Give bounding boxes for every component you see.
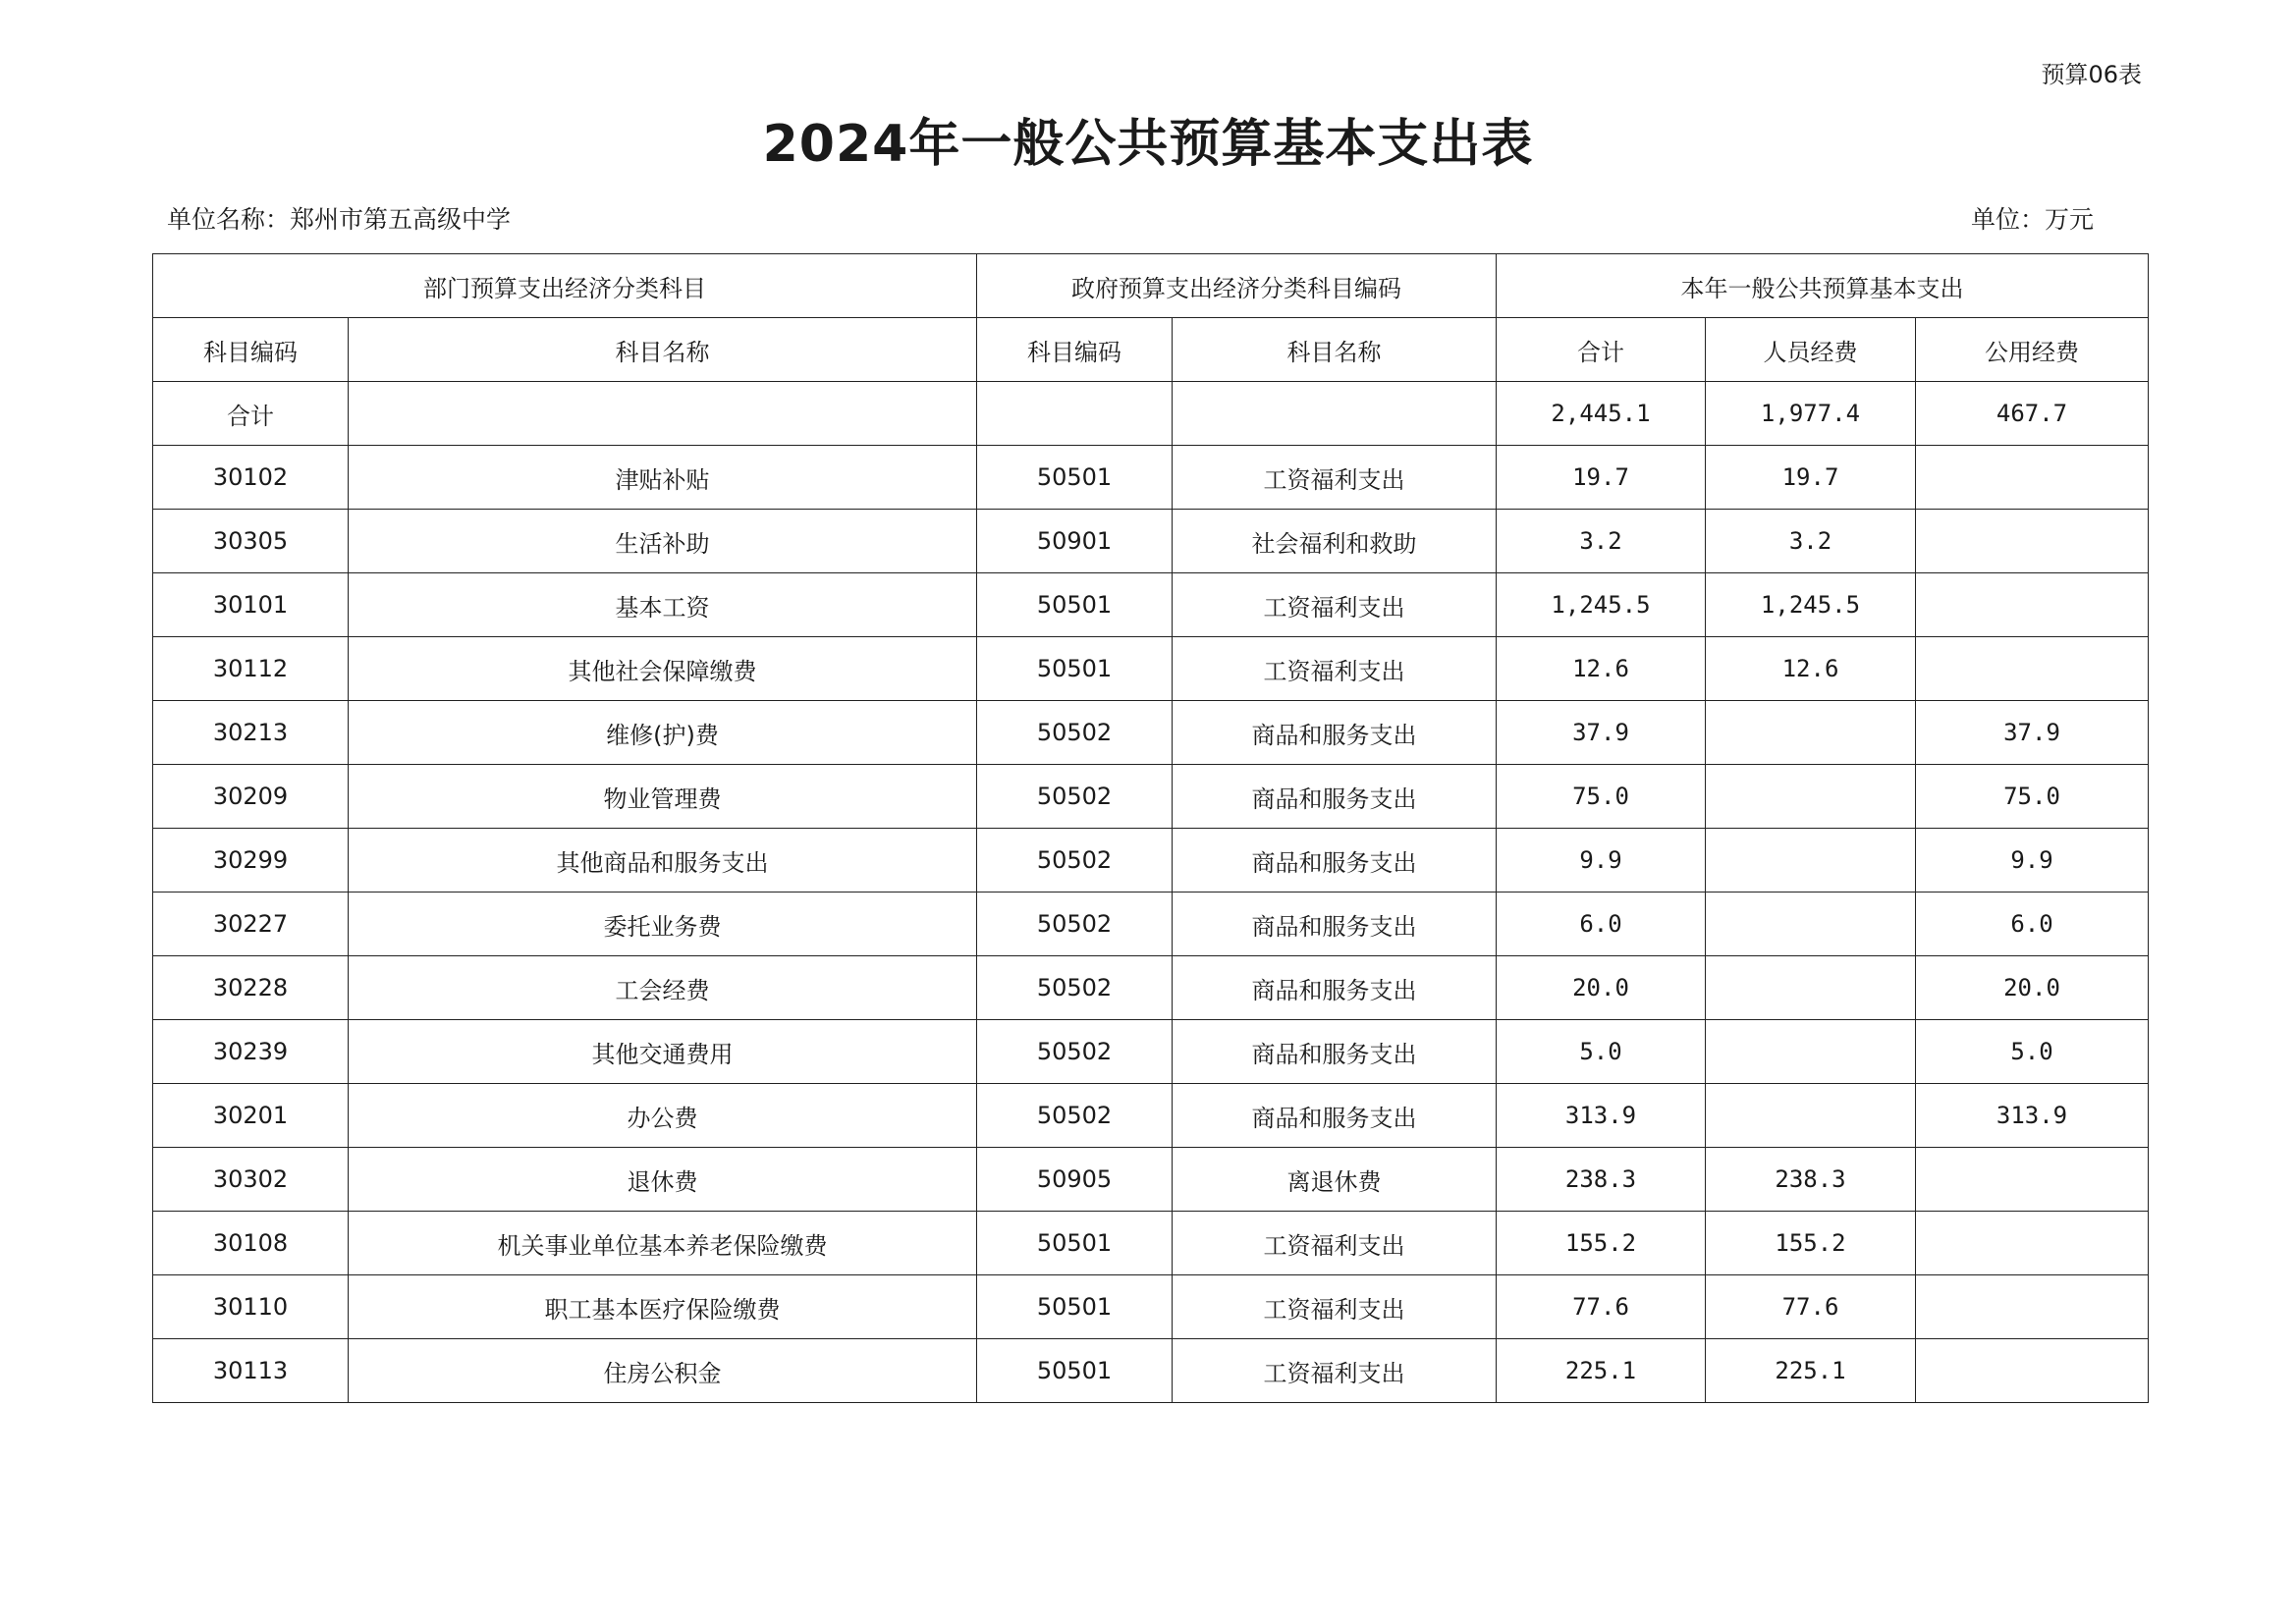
cell-public (1916, 1212, 2149, 1275)
cell-total: 12.6 (1497, 637, 1706, 701)
col-public: 公用经费 (1916, 318, 2149, 382)
cell-total: 225.1 (1497, 1339, 1706, 1403)
cell-dept-name: 津贴补贴 (349, 446, 977, 510)
cell-total: 37.9 (1497, 701, 1706, 765)
cell-dept-code: 30302 (153, 1148, 349, 1212)
cell-dept-code: 30299 (153, 829, 349, 893)
header-gov-classification: 政府预算支出经济分类科目编码 (977, 254, 1497, 318)
cell-total: 20.0 (1497, 956, 1706, 1020)
cell-total: 75.0 (1497, 765, 1706, 829)
cell-dept-name: 生活补助 (349, 510, 977, 573)
cell-total: 9.9 (1497, 829, 1706, 893)
cell-gov-code: 50502 (977, 829, 1173, 893)
cell-total: 6.0 (1497, 893, 1706, 956)
cell-dept-code: 30305 (153, 510, 349, 573)
col-personnel: 人员经费 (1706, 318, 1916, 382)
total-label: 合计 (153, 382, 349, 446)
total-empty-cell (1173, 382, 1497, 446)
cell-gov-name: 社会福利和救助 (1173, 510, 1497, 573)
table-row (153, 765, 2149, 829)
cell-personnel (1706, 1020, 1916, 1084)
table-row (153, 1084, 2149, 1148)
cell-dept-name: 物业管理费 (349, 765, 977, 829)
cell-gov-name: 离退休费 (1173, 1148, 1497, 1212)
cell-dept-code: 30112 (153, 637, 349, 701)
cell-personnel (1706, 1084, 1916, 1148)
col-gov-name: 科目名称 (1173, 318, 1497, 382)
cell-personnel: 19.7 (1706, 446, 1916, 510)
cell-gov-code: 50502 (977, 1020, 1173, 1084)
cell-gov-name: 工资福利支出 (1173, 1339, 1497, 1403)
cell-personnel (1706, 701, 1916, 765)
cell-gov-name: 工资福利支出 (1173, 446, 1497, 510)
cell-total: 77.6 (1497, 1275, 1706, 1339)
cell-total: 155.2 (1497, 1212, 1706, 1275)
cell-dept-code: 30101 (153, 573, 349, 637)
cell-gov-name: 商品和服务支出 (1173, 701, 1497, 765)
cell-gov-code: 50901 (977, 510, 1173, 573)
total-empty-cell (977, 382, 1173, 446)
total-public: 467.7 (1916, 382, 2149, 446)
cell-dept-name: 办公费 (349, 1084, 977, 1148)
cell-gov-name: 工资福利支出 (1173, 1275, 1497, 1339)
cell-gov-name: 工资福利支出 (1173, 637, 1497, 701)
cell-personnel: 3.2 (1706, 510, 1916, 573)
cell-gov-code: 50905 (977, 1148, 1173, 1212)
cell-dept-name: 其他社会保障缴费 (349, 637, 977, 701)
cell-dept-name: 职工基本医疗保险缴费 (349, 1275, 977, 1339)
cell-dept-code: 30227 (153, 893, 349, 956)
column-header-row (153, 318, 2149, 382)
cell-public: 313.9 (1916, 1084, 2149, 1148)
form-number: 预算06表 (2041, 61, 2142, 88)
cell-personnel: 155.2 (1706, 1212, 1916, 1275)
col-dept-name: 科目名称 (349, 318, 977, 382)
cell-dept-code: 30239 (153, 1020, 349, 1084)
cell-personnel: 12.6 (1706, 637, 1916, 701)
cell-personnel: 1,245.5 (1706, 573, 1916, 637)
cell-total: 238.3 (1497, 1148, 1706, 1212)
cell-public (1916, 446, 2149, 510)
table-row (153, 1275, 2149, 1339)
table-row (153, 510, 2149, 573)
cell-gov-name: 商品和服务支出 (1173, 1084, 1497, 1148)
page-title: 2024年一般公共预算基本支出表 (762, 115, 1534, 174)
cell-personnel (1706, 956, 1916, 1020)
table-row (153, 829, 2149, 893)
cell-total: 5.0 (1497, 1020, 1706, 1084)
cell-gov-code: 50501 (977, 1339, 1173, 1403)
cell-personnel (1706, 765, 1916, 829)
cell-gov-code: 50501 (977, 573, 1173, 637)
table-row (153, 956, 2149, 1020)
table-row (153, 637, 2149, 701)
budget-table (152, 253, 2149, 1403)
cell-public: 9.9 (1916, 829, 2149, 893)
cell-total: 3.2 (1497, 510, 1706, 573)
cell-personnel: 238.3 (1706, 1148, 1916, 1212)
cell-public (1916, 637, 2149, 701)
cell-public: 75.0 (1916, 765, 2149, 829)
table-row (153, 1339, 2149, 1403)
cell-total: 313.9 (1497, 1084, 1706, 1148)
cell-gov-code: 50502 (977, 956, 1173, 1020)
cell-dept-name: 其他商品和服务支出 (349, 829, 977, 893)
cell-gov-name: 商品和服务支出 (1173, 956, 1497, 1020)
col-total: 合计 (1497, 318, 1706, 382)
cell-dept-code: 30110 (153, 1275, 349, 1339)
cell-personnel: 225.1 (1706, 1339, 1916, 1403)
cell-personnel (1706, 829, 1916, 893)
cell-dept-code: 30209 (153, 765, 349, 829)
cell-gov-code: 50501 (977, 446, 1173, 510)
cell-gov-name: 工资福利支出 (1173, 1212, 1497, 1275)
total-personnel: 1,977.4 (1706, 382, 1916, 446)
table-row (153, 1212, 2149, 1275)
cell-public: 6.0 (1916, 893, 2149, 956)
col-dept-code: 科目编码 (153, 318, 349, 382)
cell-total: 19.7 (1497, 446, 1706, 510)
cell-total: 1,245.5 (1497, 573, 1706, 637)
unit-name: 单位名称：郑州市第五高级中学 (167, 205, 512, 234)
cell-gov-code: 50501 (977, 1275, 1173, 1339)
cell-dept-code: 30102 (153, 446, 349, 510)
cell-gov-name: 商品和服务支出 (1173, 1020, 1497, 1084)
cell-public (1916, 1148, 2149, 1212)
cell-dept-name: 退休费 (349, 1148, 977, 1212)
cell-gov-code: 50501 (977, 1212, 1173, 1275)
cell-dept-name: 机关事业单位基本养老保险缴费 (349, 1212, 977, 1275)
cell-public: 37.9 (1916, 701, 2149, 765)
cell-gov-code: 50502 (977, 893, 1173, 956)
cell-dept-code: 30213 (153, 701, 349, 765)
total-sum: 2,445.1 (1497, 382, 1706, 446)
cell-dept-name: 委托业务费 (349, 893, 977, 956)
cell-gov-code: 50501 (977, 637, 1173, 701)
col-gov-code: 科目编码 (977, 318, 1173, 382)
cell-gov-code: 50502 (977, 1084, 1173, 1148)
cell-gov-name: 商品和服务支出 (1173, 893, 1497, 956)
cell-personnel: 77.6 (1706, 1275, 1916, 1339)
cell-dept-name: 工会经费 (349, 956, 977, 1020)
cell-public (1916, 1275, 2149, 1339)
cell-public (1916, 1339, 2149, 1403)
header-dept-classification: 部门预算支出经济分类科目 (153, 254, 977, 318)
cell-dept-code: 30201 (153, 1084, 349, 1148)
cell-public (1916, 573, 2149, 637)
total-empty-cell (349, 382, 977, 446)
header-basic-expenditure: 本年一般公共预算基本支出 (1497, 254, 2149, 318)
table-row (153, 701, 2149, 765)
cell-dept-code: 30228 (153, 956, 349, 1020)
table-row (153, 573, 2149, 637)
group-header-row (153, 254, 2149, 318)
cell-public (1916, 510, 2149, 573)
table-row (153, 446, 2149, 510)
cell-dept-name: 维修(护)费 (349, 701, 977, 765)
cell-public: 20.0 (1916, 956, 2149, 1020)
table-row (153, 1148, 2149, 1212)
cell-gov-name: 商品和服务支出 (1173, 829, 1497, 893)
currency-unit: 单位：万元 (1970, 205, 2094, 234)
table-row (153, 893, 2149, 956)
cell-gov-name: 商品和服务支出 (1173, 765, 1497, 829)
cell-dept-name: 基本工资 (349, 573, 977, 637)
cell-dept-name: 其他交通费用 (349, 1020, 977, 1084)
cell-gov-code: 50502 (977, 701, 1173, 765)
cell-public: 5.0 (1916, 1020, 2149, 1084)
cell-dept-code: 30108 (153, 1212, 349, 1275)
table-row (153, 1020, 2149, 1084)
cell-dept-name: 住房公积金 (349, 1339, 977, 1403)
cell-dept-code: 30113 (153, 1339, 349, 1403)
cell-gov-name: 工资福利支出 (1173, 573, 1497, 637)
cell-personnel (1706, 893, 1916, 956)
total-row (153, 382, 2149, 446)
cell-gov-code: 50502 (977, 765, 1173, 829)
